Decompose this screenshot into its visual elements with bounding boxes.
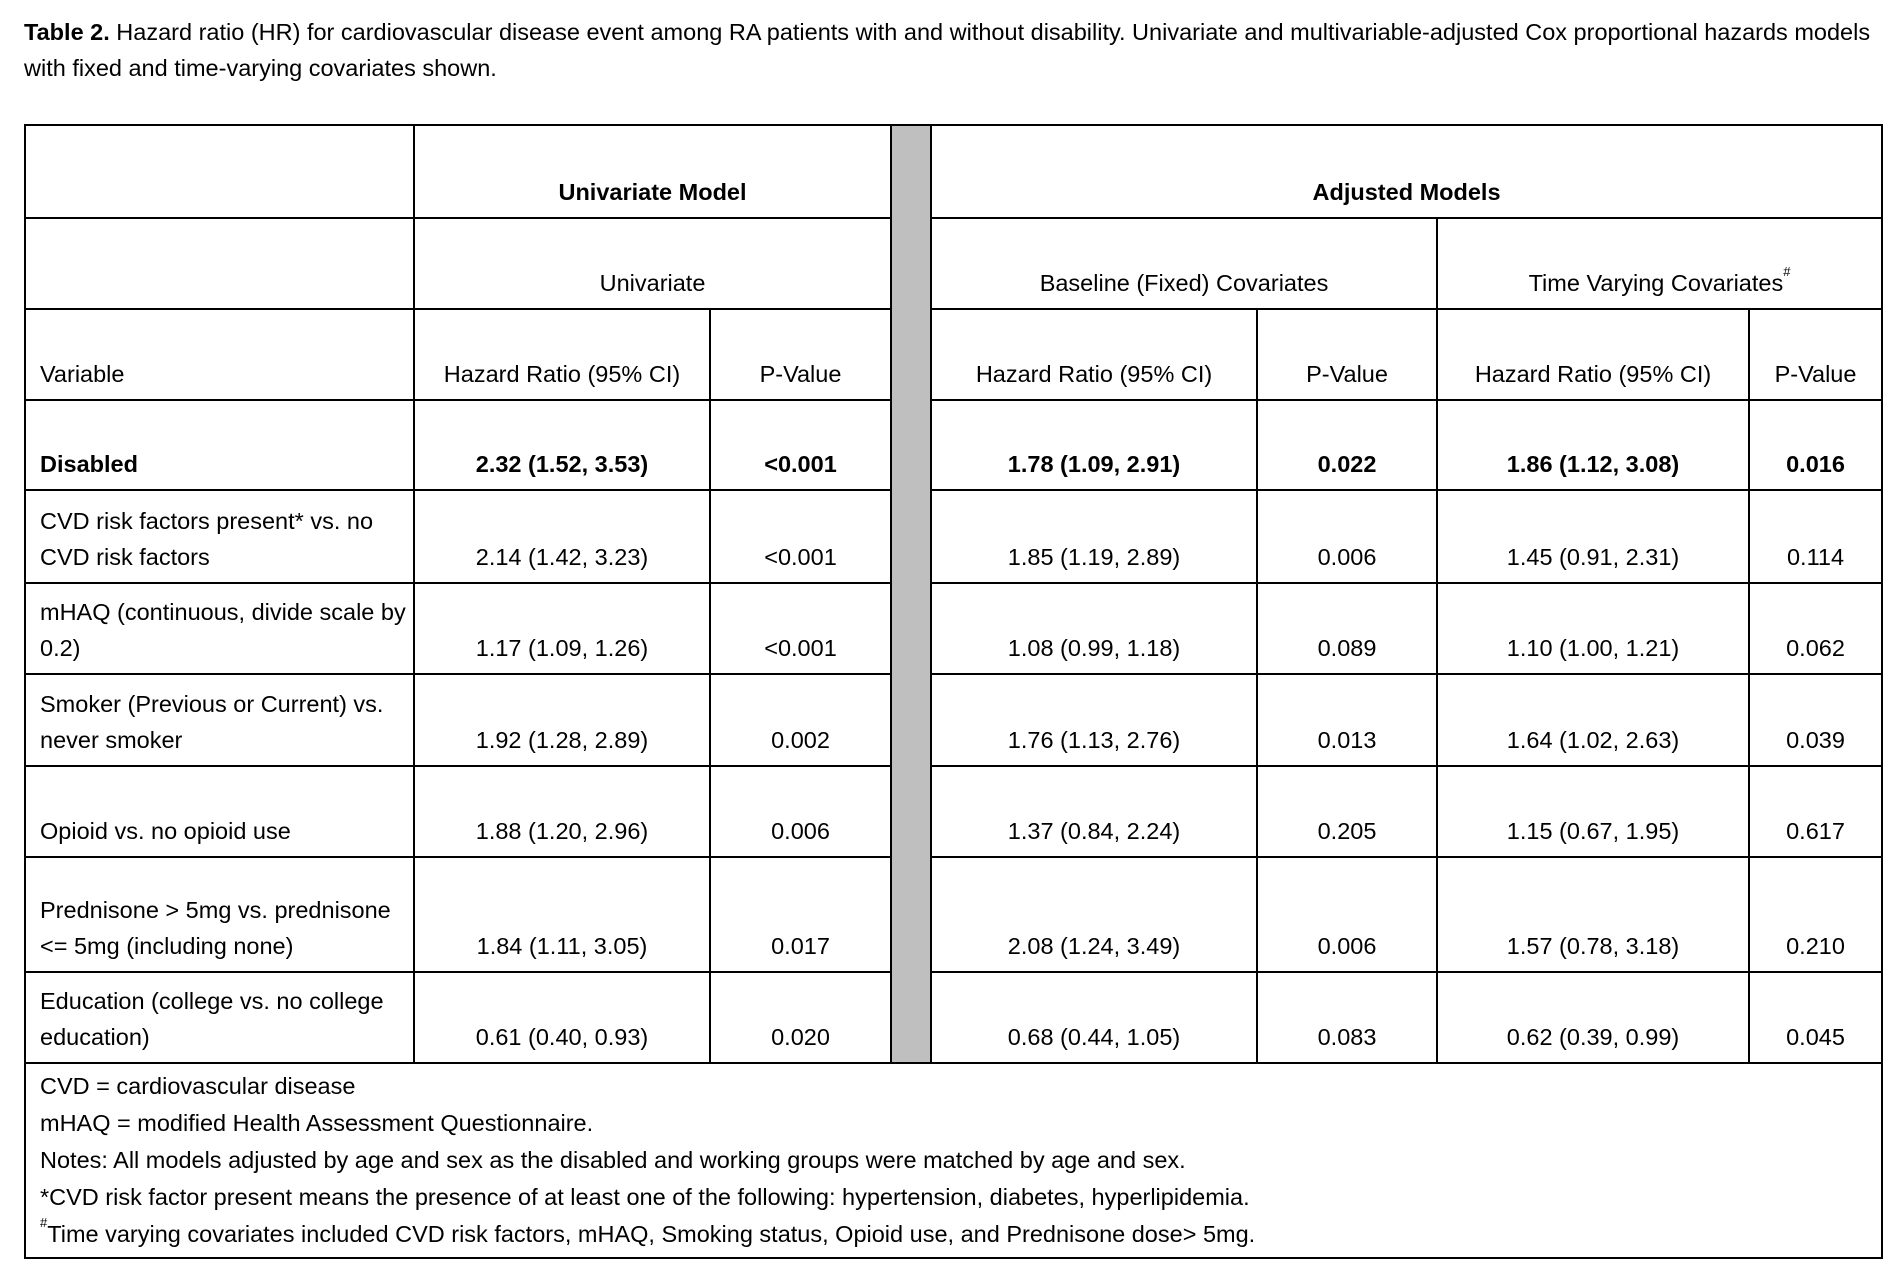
tv-p-cell: 0.114 [1749, 490, 1882, 583]
variable-cell: mHAQ (continuous, divide scale by 0.2) [25, 583, 414, 674]
variable-cell: Prednisone > 5mg vs. prednisone <= 5mg (including none) [25, 857, 414, 972]
table-caption [24, 14, 1874, 86]
base-hr-cell: 1.08 (0.99, 1.18) [931, 583, 1257, 674]
table-row [25, 972, 1882, 1063]
uni-p-header: P-Value [710, 309, 891, 400]
uni-p-cell: <0.001 [710, 583, 891, 674]
base-hr-cell: 2.08 (1.24, 3.49) [931, 857, 1257, 972]
univariate-model-header: Univariate Model [414, 125, 891, 218]
uni-hr-cell: 1.84 (1.11, 3.05) [414, 857, 710, 972]
tv-p-cell: 0.045 [1749, 972, 1882, 1063]
footnote-row [25, 1063, 1882, 1258]
uni-p-cell: 0.002 [710, 674, 891, 766]
uni-p-cell: <0.001 [710, 490, 891, 583]
table-row [25, 583, 1882, 674]
uni-hr-cell: 2.32 (1.52, 3.53) [414, 400, 710, 490]
footnote-cvd: CVD = cardiovascular disease [40, 1073, 356, 1099]
uni-p-cell: 0.017 [710, 857, 891, 972]
variable-cell: Disabled [25, 400, 414, 490]
tv-p-cell: 0.062 [1749, 583, 1882, 674]
variable-cell: Education (college vs. no college education) [25, 972, 414, 1063]
tv-p-cell: 0.016 [1749, 400, 1882, 490]
tv-p-cell: 0.039 [1749, 674, 1882, 766]
caption-label: Table 2. [24, 19, 110, 45]
variable-header: Variable [25, 309, 414, 400]
tv-hr-cell: 0.62 (0.39, 0.99) [1437, 972, 1749, 1063]
uni-hr-cell: 1.92 (1.28, 2.89) [414, 674, 710, 766]
baseline-covariates-header: Baseline (Fixed) Covariates [931, 218, 1437, 309]
uni-p-cell: <0.001 [710, 400, 891, 490]
footnote-notes: Notes: All models adjusted by age and sex as the disabled and working groups were matched by age and sex. [40, 1147, 1186, 1173]
base-hr-header: Hazard Ratio (95% CI) [931, 309, 1257, 400]
tv-hr-cell: 1.86 (1.12, 3.08) [1437, 400, 1749, 490]
uni-p-cell: 0.006 [710, 766, 891, 857]
base-p-cell: 0.006 [1257, 857, 1437, 972]
uni-hr-cell: 1.17 (1.09, 1.26) [414, 583, 710, 674]
caption-text: Hazard ratio (HR) for cardiovascular disease event among RA patients with and without disability. Univariate and multivariable-adjusted Cox proportional hazards models with fixed and time-varying covariates shown. [24, 19, 1871, 81]
base-hr-cell: 0.68 (0.44, 1.05) [931, 972, 1257, 1063]
tv-p-cell: 0.617 [1749, 766, 1882, 857]
variable-cell: CVD risk factors present* vs. no CVD risk factors [25, 490, 414, 583]
table-row [25, 857, 1882, 972]
base-p-cell: 0.006 [1257, 490, 1437, 583]
empty-cell [25, 218, 414, 309]
grey-separator-column [891, 125, 931, 1063]
base-p-cell: 0.022 [1257, 400, 1437, 490]
footnote-time-varying [40, 1216, 1867, 1253]
hazard-ratio-table [24, 124, 1883, 1259]
univariate-header: Univariate [414, 218, 891, 309]
table-row [25, 766, 1882, 857]
header-row-models [25, 125, 1882, 218]
uni-hr-cell: 2.14 (1.42, 3.23) [414, 490, 710, 583]
tv-p-cell: 0.210 [1749, 857, 1882, 972]
variable-cell: Smoker (Previous or Current) vs. never smoker [25, 674, 414, 766]
footnote-mhaq: mHAQ = modified Health Assessment Questionnaire. [40, 1110, 594, 1136]
tv-hr-cell: 1.64 (1.02, 2.63) [1437, 674, 1749, 766]
footnote-mark: # [1783, 264, 1791, 279]
footnotes [25, 1063, 1882, 1258]
variable-cell: Opioid vs. no opioid use [25, 766, 414, 857]
uni-p-cell: 0.020 [710, 972, 891, 1063]
uni-hr-cell: 1.88 (1.20, 2.96) [414, 766, 710, 857]
footnote-risk: *CVD risk factor present means the presence of at least one of the following: hypertension, diabetes, hyperlipidemia. [40, 1184, 1250, 1210]
base-hr-cell: 1.78 (1.09, 2.91) [931, 400, 1257, 490]
tv-hr-header: Hazard Ratio (95% CI) [1437, 309, 1749, 400]
base-hr-cell: 1.76 (1.13, 2.76) [931, 674, 1257, 766]
tv-p-header: P-Value [1749, 309, 1882, 400]
time-varying-covariates-header [1437, 218, 1882, 309]
time-varying-label: Time Varying Covariates [1528, 270, 1784, 296]
footnote-time-varying-text: Time varying covariates included CVD risk factors, mHAQ, Smoking status, Opioid use, and Prednisone dose> 5mg. [47, 1221, 1256, 1247]
table-row [25, 490, 1882, 583]
tv-hr-cell: 1.57 (0.78, 3.18) [1437, 857, 1749, 972]
base-p-cell: 0.013 [1257, 674, 1437, 766]
base-hr-cell: 1.85 (1.19, 2.89) [931, 490, 1257, 583]
empty-cell [25, 125, 414, 218]
tv-hr-cell: 1.10 (1.00, 1.21) [1437, 583, 1749, 674]
base-hr-cell: 1.37 (0.84, 2.24) [931, 766, 1257, 857]
uni-hr-header: Hazard Ratio (95% CI) [414, 309, 710, 400]
base-p-header: P-Value [1257, 309, 1437, 400]
uni-hr-cell: 0.61 (0.40, 0.93) [414, 972, 710, 1063]
base-p-cell: 0.083 [1257, 972, 1437, 1063]
adjusted-models-header: Adjusted Models [931, 125, 1882, 218]
table-row [25, 400, 1882, 490]
footnote-mark: # [40, 1215, 48, 1230]
table-row [25, 674, 1882, 766]
header-row-submodels [25, 218, 1882, 309]
base-p-cell: 0.089 [1257, 583, 1437, 674]
base-p-cell: 0.205 [1257, 766, 1437, 857]
tv-hr-cell: 1.45 (0.91, 2.31) [1437, 490, 1749, 583]
header-row-columns [25, 309, 1882, 400]
tv-hr-cell: 1.15 (0.67, 1.95) [1437, 766, 1749, 857]
